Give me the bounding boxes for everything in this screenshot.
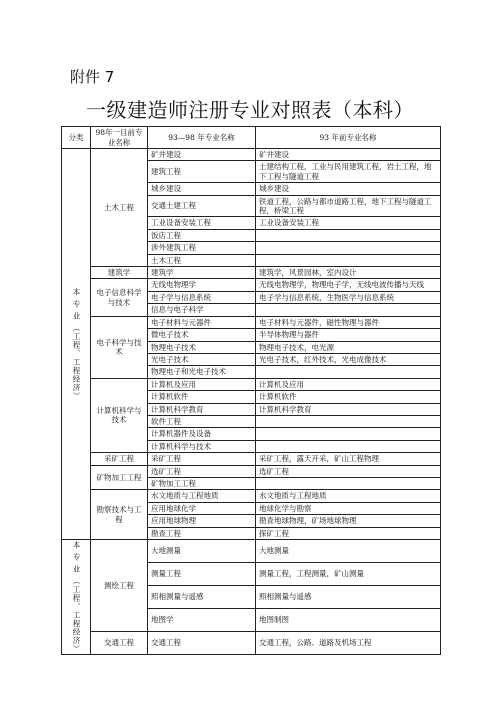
column-header-pre-93-major: 93 年前专业名称 — [256, 127, 441, 149]
major-93-98-cell: 应用地球化学 — [148, 502, 256, 514]
major-pre-93-cell: 电子材料与元器件，磁性物理与器件 — [256, 316, 441, 328]
direction-cell: 土木工程 — [91, 149, 148, 267]
category-cell — [62, 540, 91, 655]
table-row — [62, 378, 441, 390]
major-93-98-cell: 物理电子技术 — [148, 341, 256, 353]
major-comparison-table — [61, 126, 441, 655]
major-93-98-cell: 土木工程 — [148, 254, 256, 266]
major-pre-93-cell: 城乡建设 — [256, 183, 441, 195]
major-93-98-cell: 大地测量 — [148, 540, 256, 563]
major-pre-93-cell: 铁道工程，公路与都市道路工程，地下工程与隧道工程，桥梁工程 — [256, 195, 441, 217]
major-pre-93-cell — [256, 366, 441, 378]
major-93-98-cell: 地图学 — [148, 609, 256, 632]
direction-cell: 勘察技术与工程 — [91, 490, 148, 540]
category-label: 本 专 业 （工程、工程经济） — [72, 287, 81, 401]
major-pre-93-cell: 地球化学与勘察 — [256, 502, 441, 514]
page-title: 一级建造师注册专业对照表（本科） — [86, 98, 414, 122]
major-pre-93-cell: 采矿工程，露天开采，矿山工程物理 — [256, 453, 441, 465]
major-93-98-cell: 测量工程 — [148, 563, 256, 586]
column-header-93-98-major: 93—98 年专业名称 — [148, 127, 256, 149]
major-93-98-cell: 软件工程 — [148, 415, 256, 427]
table-row — [62, 267, 441, 279]
major-pre-93-cell: 工业设备安装工程 — [256, 217, 441, 229]
major-pre-93-cell: 水文地质与工程地质 — [256, 490, 441, 502]
direction-cell: 计算机科学与技术 — [91, 378, 148, 452]
direction-cell: 建筑学 — [91, 267, 148, 279]
major-93-98-cell: 计算机科学与技术 — [148, 440, 256, 452]
table-row — [62, 465, 441, 477]
major-pre-93-cell — [256, 242, 441, 254]
major-93-98-cell: 工业设备安装工程 — [148, 217, 256, 229]
major-pre-93-cell: 计算机科学教育 — [256, 403, 441, 415]
major-93-98-cell: 照相测量与遥感 — [148, 586, 256, 609]
major-93-98-cell: 水文地质与工程地质 — [148, 490, 256, 502]
major-pre-93-cell: 勘查地球物理，矿场地球物理 — [256, 515, 441, 527]
column-header-category: 分类 — [62, 127, 91, 149]
major-pre-93-cell: 计算机软件 — [256, 391, 441, 403]
major-93-98-cell: 建筑学 — [148, 267, 256, 279]
major-pre-93-cell: 土建结构工程，工业与民用建筑工程，岩土工程，地下工程与隧道工程 — [256, 161, 441, 183]
major-93-98-cell: 光电子技术 — [148, 353, 256, 365]
major-93-98-cell: 信息与电子科学 — [148, 304, 256, 316]
major-93-98-cell: 计算机软件 — [148, 391, 256, 403]
major-pre-93-cell: 交通工程，公路、道路及机场工程 — [256, 632, 441, 655]
direction-cell: 测绘工程 — [91, 540, 148, 632]
major-pre-93-cell: 照相测量与遥感 — [256, 586, 441, 609]
attachment-label: 附件 7 — [70, 68, 115, 86]
major-pre-93-cell: 电子学与信息系统，生物医学与信息系统 — [256, 291, 441, 303]
major-93-98-cell: 建筑工程 — [148, 161, 256, 183]
major-93-98-cell: 计算机器件及设备 — [148, 428, 256, 440]
table-row — [62, 149, 441, 161]
direction-cell: 交通工程 — [91, 632, 148, 655]
major-93-98-cell: 矿井建设 — [148, 149, 256, 161]
direction-cell: 采矿工程 — [91, 453, 148, 465]
major-pre-93-cell: 物理电子技术，电光源 — [256, 341, 441, 353]
direction-cell: 电子信息科学与技术 — [91, 279, 148, 316]
major-pre-93-cell: 探矿工程 — [256, 527, 441, 539]
major-pre-93-cell — [256, 428, 441, 440]
major-93-98-cell: 电子学与信息系统 — [148, 291, 256, 303]
direction-cell: 矿物加工工程 — [91, 465, 148, 490]
table-row — [62, 490, 441, 502]
major-pre-93-cell: 矿井建设 — [256, 149, 441, 161]
major-pre-93-cell: 大地测量 — [256, 540, 441, 563]
major-93-98-cell: 涉外建筑工程 — [148, 242, 256, 254]
major-93-98-cell: 城乡建设 — [148, 183, 256, 195]
table-row — [62, 279, 441, 291]
major-pre-93-cell: 无线电物理学，物理电子学，无线电波传播与天线 — [256, 279, 441, 291]
major-93-98-cell: 微电子技术 — [148, 329, 256, 341]
major-pre-93-cell: 半导体物理与器件 — [256, 329, 441, 341]
table-body — [62, 149, 441, 655]
major-93-98-cell: 矿物加工工程 — [148, 477, 256, 489]
major-93-98-cell: 饭店工程 — [148, 229, 256, 241]
major-93-98-cell: 应用地球物理 — [148, 515, 256, 527]
major-pre-93-cell — [256, 254, 441, 266]
table-row — [62, 632, 441, 655]
table-row — [62, 316, 441, 328]
major-pre-93-cell: 光电子技术，红外技术，光电成像技术 — [256, 353, 441, 365]
major-93-98-cell: 无线电物理学 — [148, 279, 256, 291]
major-pre-93-cell — [256, 440, 441, 452]
table-row — [62, 453, 441, 465]
major-pre-93-cell: 建筑学，风景园林，室内设计 — [256, 267, 441, 279]
direction-cell: 电子科学与技术 — [91, 316, 148, 378]
major-93-98-cell: 电子材料与元器件 — [148, 316, 256, 328]
major-93-98-cell: 计算机科学教育 — [148, 403, 256, 415]
category-label: 本 专 业 （工程、工程经济） — [72, 541, 81, 654]
major-pre-93-cell — [256, 229, 441, 241]
table-row — [62, 540, 441, 563]
major-pre-93-cell: 测量工程，工程测量，矿山测量 — [256, 563, 441, 586]
major-pre-93-cell: 地图制图 — [256, 609, 441, 632]
major-93-98-cell: 计算机及应用 — [148, 378, 256, 390]
column-header-current-major: 98年一目前专业名称 — [91, 127, 148, 149]
table-header-row — [62, 127, 441, 149]
major-pre-93-cell: 选矿工程 — [256, 465, 441, 477]
major-93-98-cell: 勘查工程 — [148, 527, 256, 539]
major-93-98-cell: 采矿工程 — [148, 453, 256, 465]
major-93-98-cell: 交通土建工程 — [148, 195, 256, 217]
major-pre-93-cell — [256, 477, 441, 489]
major-93-98-cell: 选矿工程 — [148, 465, 256, 477]
major-pre-93-cell — [256, 415, 441, 427]
category-cell — [62, 149, 91, 540]
major-93-98-cell: 物理电子和光电子技术 — [148, 366, 256, 378]
major-pre-93-cell: 计算机及应用 — [256, 378, 441, 390]
major-pre-93-cell — [256, 304, 441, 316]
major-93-98-cell: 交通工程 — [148, 632, 256, 655]
